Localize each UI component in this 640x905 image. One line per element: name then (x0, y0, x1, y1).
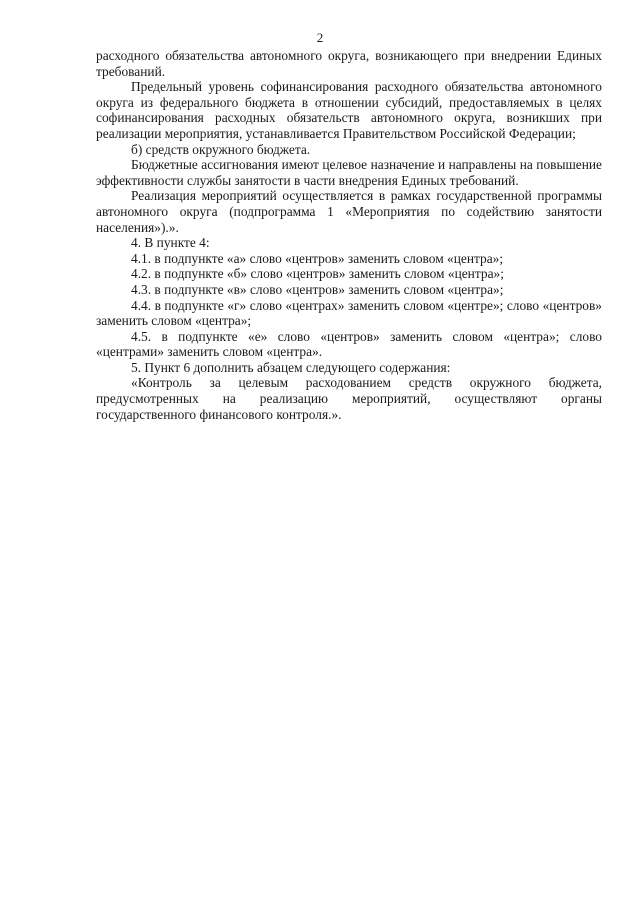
paragraph: 4.5. в подпункте «е» слово «центров» заменить словом «центра»; слово «центрами» заменить словом «центра». (96, 328, 602, 360)
paragraph: 4.3. в подпункте «в» слово «центров» заменить словом «центра»; (131, 281, 504, 297)
paragraph: 4.2. в подпункте «б» слово «центров» заменить словом «центра»; (131, 266, 504, 282)
paragraph: 4.4. в подпункте «г» слово «центрах» заменить словом «центре»; слово «центров» заменить словом «центра»; (96, 297, 602, 329)
paragraph: Бюджетные ассигнования имеют целевое назначение и направлены на повышение эффективности службы занятости в части внедрения Единых требований. (96, 157, 602, 188)
paragraph: 4.1. в подпункте «а» слово «центров» заменить словом «центра»; (131, 250, 504, 266)
paragraph: Реализация мероприятий осуществляется в рамках государственной программы автономного округа (подпрограмма 1 «Мероприятия по содействию занятости населения»).». (96, 188, 602, 235)
paragraph: Предельный уровень софинансирования расходного обязательства автономного округа из федерального бюджета в отношении субсидий, предоставляемых в целях софинансирования расходных обязательств автономного округа, возникших при реализации мероприятия, устанавливается Правительством Российской Федерации; (96, 79, 602, 141)
paragraph: 4. В пункте 4: (131, 235, 210, 251)
paragraph: 5. Пункт 6 дополнить абзацем следующего содержания: (131, 359, 451, 375)
paragraph: «Контроль за целевым расходованием средств окружного бюджета, предусмотренных на реализацию мероприятий, осуществляют органы государственного финансового контроля.». (96, 375, 602, 422)
page-number: 2 (316, 30, 324, 45)
paragraph: расходного обязательства автономного округа, возникающего при внедрении Единых требований. (96, 48, 602, 79)
paragraph: б) средств окружного бюджета. (131, 141, 311, 157)
document-body (96, 48, 602, 422)
